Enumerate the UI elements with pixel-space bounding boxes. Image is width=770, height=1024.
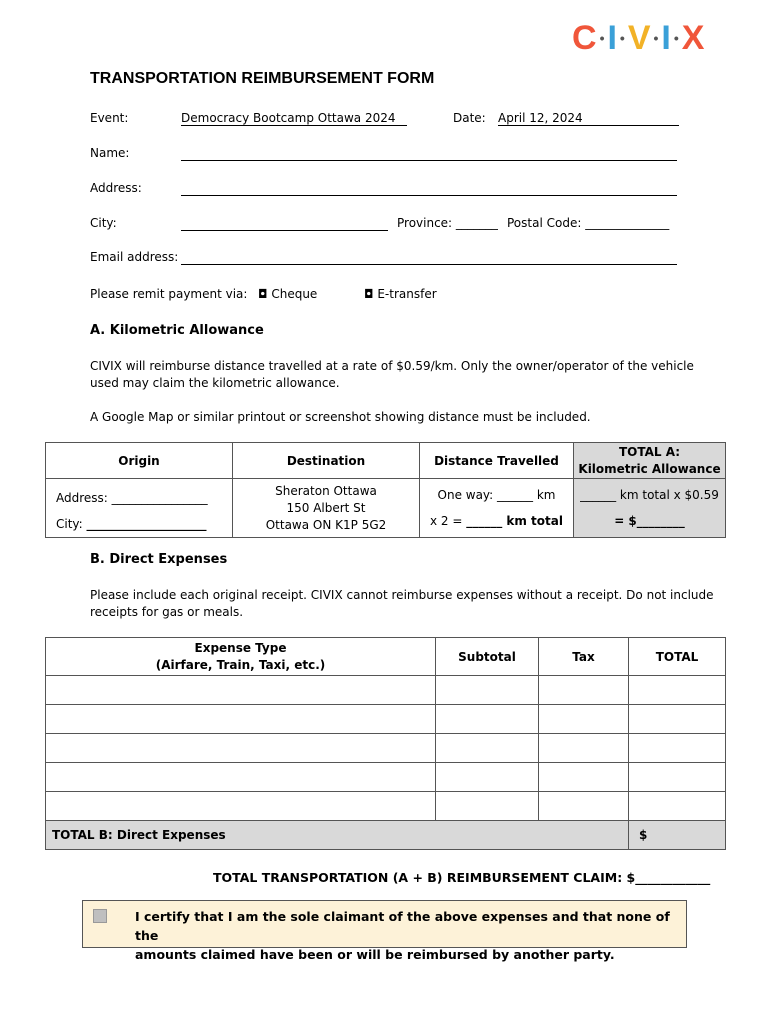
certification-line1: I certify that I am the sole claimant of the above expenses and that none of the [135, 909, 670, 943]
expense-tax-cell[interactable] [539, 792, 629, 821]
section-a-para1-line2: used may claim the kilometric allowance. [90, 376, 340, 390]
civix-logo [572, 20, 704, 56]
total-claim-blank[interactable]: ____________ [635, 870, 711, 885]
header-destination: Destination [233, 443, 420, 479]
address-label: Address: [90, 181, 142, 195]
certification-box [82, 900, 687, 962]
total-claim-line[interactable] [213, 870, 710, 885]
kilometric-table [45, 442, 726, 538]
expenses-table [45, 637, 726, 850]
section-a-para1-line1: CIVIX will reimburse distance travelled at a rate of $0.59/km. Only the owner/operator of the vehicle [90, 359, 694, 373]
logo-separator: • [599, 30, 605, 46]
logo-separator: • [653, 30, 659, 46]
origin-cell[interactable] [46, 479, 233, 538]
header-origin: Origin [46, 443, 233, 479]
expense-type-cell[interactable] [46, 792, 436, 821]
expense-subtotal-cell[interactable] [436, 705, 539, 734]
header-expense-type-line1: Expense Type [194, 641, 287, 655]
remit-cheque-option[interactable] [258, 287, 317, 301]
remit-label: Please remit payment via: [90, 287, 248, 301]
expense-type-cell[interactable] [46, 734, 436, 763]
logo-letter-v: V [627, 18, 651, 57]
certification-text [135, 907, 675, 964]
x2-blank[interactable]: ______ [466, 514, 503, 528]
remit-etransfer-label: E-transfer [377, 287, 437, 301]
section-a-heading: A. Kilometric Allowance [90, 323, 264, 338]
expense-tax-cell[interactable] [539, 705, 629, 734]
section-b-para-line2: receipts for gas or meals. [90, 605, 244, 619]
expense-total-cell[interactable] [629, 676, 726, 705]
name-field[interactable] [181, 160, 677, 161]
one-way-field[interactable]: One way: ______ km [437, 488, 556, 502]
certify-checkbox[interactable] [93, 909, 107, 923]
remit-cheque-label: Cheque [271, 287, 318, 301]
logo-letter-x: X [681, 18, 705, 57]
origin-city[interactable] [56, 511, 232, 537]
total-b-label: TOTAL B: Direct Expenses [46, 821, 629, 850]
name-label: Name: [90, 146, 130, 160]
email-field[interactable] [181, 264, 677, 265]
remit-etransfer-option[interactable] [364, 287, 437, 301]
header-expense-type-line2: (Airfare, Train, Taxi, etc.) [155, 658, 326, 672]
expense-tax-cell[interactable] [539, 676, 629, 705]
logo-letter-i: I [607, 18, 617, 57]
email-label: Email address: [90, 250, 179, 264]
distance-cell[interactable] [420, 479, 574, 538]
header-total-a-line1: TOTAL A: [618, 444, 681, 459]
destination-line1: Sheraton Ottawa [275, 483, 377, 498]
x2-prefix: x 2 = [429, 514, 467, 528]
section-b-heading: B. Direct Expenses [90, 552, 228, 567]
expense-type-cell[interactable] [46, 705, 436, 734]
x2-field[interactable] [420, 508, 573, 534]
total-claim-label: TOTAL TRANSPORTATION (A + B) REIMBURSEMENT CLAIM: $ [213, 870, 636, 885]
address-field[interactable] [181, 195, 677, 196]
city-label: City: [90, 216, 117, 230]
origin-city-blank[interactable]: ____________________ [86, 517, 207, 531]
destination-cell [233, 479, 420, 538]
expense-subtotal-cell[interactable] [436, 734, 539, 763]
radio-icon[interactable]: ◘ [258, 287, 268, 301]
date-value[interactable]: April 12, 2024 [498, 111, 679, 126]
province-field[interactable]: Province: _______ [397, 216, 498, 230]
event-label: Event: [90, 111, 129, 125]
header-total-a [574, 443, 726, 479]
logo-separator: • [619, 30, 625, 46]
logo-letter-i: I [661, 18, 671, 57]
total-a-cell[interactable] [574, 479, 726, 538]
expense-subtotal-cell[interactable] [436, 676, 539, 705]
header-expense-type [46, 638, 436, 676]
expense-total-cell[interactable] [629, 763, 726, 792]
header-subtotal: Subtotal [436, 638, 539, 676]
date-label: Date: [453, 111, 486, 125]
logo-separator: • [673, 30, 679, 46]
expense-type-cell[interactable] [46, 763, 436, 792]
origin-address[interactable]: Address: ________________ [56, 491, 208, 505]
header-tax: Tax [539, 638, 629, 676]
header-total-a-line2: Kilometric Allowance [578, 461, 721, 476]
section-b-para-line1: Please include each original receipt. CIVIX cannot reimburse expenses without a receipt. Do not include [90, 588, 714, 602]
certification-line2: amounts claimed have been or will be reimbursed by another party. [135, 947, 615, 962]
x2-suffix: km total [502, 514, 563, 528]
destination-line3: Ottawa ON K1P 5G2 [265, 517, 387, 532]
header-total: TOTAL [629, 638, 726, 676]
expense-total-cell[interactable] [629, 705, 726, 734]
km-total-field[interactable]: ______ km total x $0.59 [580, 488, 719, 502]
form-title: TRANSPORTATION REIMBURSEMENT FORM [90, 70, 435, 87]
header-distance: Distance Travelled [420, 443, 574, 479]
event-value[interactable]: Democracy Bootcamp Ottawa 2024 [181, 111, 407, 126]
expense-total-cell[interactable] [629, 792, 726, 821]
destination-line2: 150 Albert St [286, 500, 366, 515]
logo-letter-c: C [572, 18, 597, 57]
expense-subtotal-cell[interactable] [436, 792, 539, 821]
origin-city-label: City: [56, 517, 83, 531]
expense-type-cell[interactable] [46, 676, 436, 705]
expense-subtotal-cell[interactable] [436, 763, 539, 792]
radio-icon[interactable]: ◘ [364, 287, 374, 301]
total-a-equals[interactable]: = $________ [614, 514, 685, 528]
postal-code-field[interactable]: Postal Code: ______________ [507, 216, 670, 230]
expense-total-cell[interactable] [629, 734, 726, 763]
expense-tax-cell[interactable] [539, 734, 629, 763]
section-a-para2: A Google Map or similar printout or screenshot showing distance must be included. [90, 410, 591, 424]
expense-tax-cell[interactable] [539, 763, 629, 792]
total-b-value[interactable]: $ [629, 821, 726, 850]
city-field[interactable] [181, 230, 388, 231]
